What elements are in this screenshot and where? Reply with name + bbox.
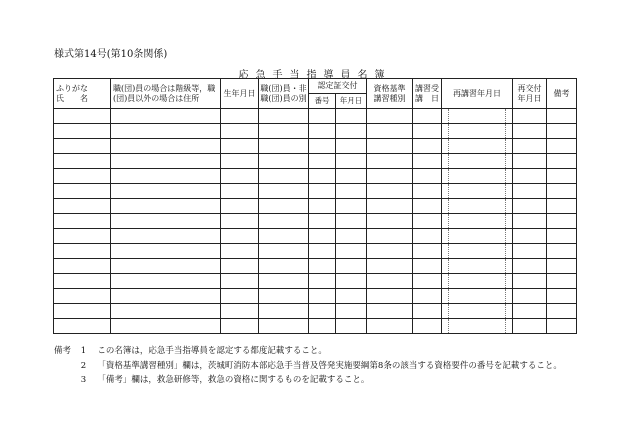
table-cell [221, 229, 259, 244]
form-number: 様式第14号(第10条関係) [54, 49, 168, 60]
table-cell [54, 214, 111, 229]
table-row [54, 214, 577, 229]
table-cell [309, 244, 336, 259]
header-furigana: ふりがな [56, 83, 88, 93]
table-cell [513, 274, 547, 289]
table-cell [54, 259, 111, 274]
table-row [54, 109, 577, 124]
table-cell [367, 289, 413, 304]
table-cell [259, 109, 309, 124]
table-row [54, 139, 577, 154]
table-cell [54, 169, 111, 184]
table-cell [111, 259, 221, 274]
table-cell [513, 184, 547, 199]
table-cell [221, 169, 259, 184]
table-cell [547, 289, 577, 304]
table-cell [442, 184, 513, 199]
table-cell [336, 214, 367, 229]
note-item [54, 359, 562, 374]
table-cell [309, 259, 336, 274]
table-cell [367, 229, 413, 244]
table-cell [309, 109, 336, 124]
table-cell [547, 214, 577, 229]
table-cell [513, 244, 547, 259]
table-cell [442, 169, 513, 184]
table-cell [111, 169, 221, 184]
table-cell [513, 139, 547, 154]
table-cell [367, 184, 413, 199]
table-cell [221, 199, 259, 214]
table-cell [442, 244, 513, 259]
note-text: 「資格基準講習種別」欄は，茨城町消防本部応急手当普及啓発実施要綱第8条の該当する資格要件の番号を記載すること。 [97, 360, 562, 371]
table-cell [442, 289, 513, 304]
table-row [54, 259, 577, 274]
table-row [54, 304, 577, 319]
table-cell [413, 274, 442, 289]
table-cell [547, 274, 577, 289]
table-cell [259, 139, 309, 154]
table-row [54, 244, 577, 259]
table-cell [413, 319, 442, 334]
page-title: 応急手当指導員名簿 [238, 70, 392, 81]
table-cell [442, 229, 513, 244]
header-qualification-line1: 資格基準 [373, 83, 406, 93]
table-cell [442, 199, 513, 214]
table-cell [336, 199, 367, 214]
header-rank-address [111, 79, 221, 109]
table-cell [336, 274, 367, 289]
table-cell [309, 289, 336, 304]
table-cell [221, 184, 259, 199]
table-cell [54, 199, 111, 214]
table-cell [54, 229, 111, 244]
table-cell [309, 184, 336, 199]
table-cell [336, 244, 367, 259]
table-row [54, 319, 577, 334]
table-cell [111, 274, 221, 289]
header-cert-number: 番号 [309, 94, 336, 109]
table-cell [54, 109, 111, 124]
table-cell [309, 229, 336, 244]
table-row [54, 184, 577, 199]
table-cell [259, 274, 309, 289]
header-course-line2: 講 日 [415, 93, 439, 103]
table-cell [111, 244, 221, 259]
table-cell [336, 319, 367, 334]
table-cell [259, 259, 309, 274]
table-cell [513, 304, 547, 319]
table-cell [367, 304, 413, 319]
roster-table [53, 78, 577, 334]
table-cell [336, 154, 367, 169]
table-cell [309, 274, 336, 289]
table-cell [54, 274, 111, 289]
table-cell [547, 184, 577, 199]
table-cell [513, 289, 547, 304]
table-cell [221, 274, 259, 289]
table-cell [513, 154, 547, 169]
table-cell [367, 124, 413, 139]
table-cell [309, 154, 336, 169]
header-qualification [367, 79, 413, 109]
table-cell [336, 259, 367, 274]
table-cell [111, 154, 221, 169]
table-cell [259, 289, 309, 304]
header-cert-date: 年月日 [336, 94, 367, 109]
note-item [54, 373, 562, 388]
table-cell [513, 199, 547, 214]
table-cell [367, 274, 413, 289]
table-cell [547, 319, 577, 334]
table-cell [221, 154, 259, 169]
table-cell [413, 304, 442, 319]
table-cell [442, 139, 513, 154]
note-text: 「備考」欄は，救急研修等，救急の資格に関するものを記載すること。 [97, 375, 370, 385]
table-cell [367, 139, 413, 154]
table-cell [259, 154, 309, 169]
table-cell [111, 199, 221, 214]
table-cell [54, 154, 111, 169]
table-cell [111, 319, 221, 334]
table-cell [442, 124, 513, 139]
table-cell [259, 169, 309, 184]
table-cell [442, 214, 513, 229]
table-cell [111, 304, 221, 319]
note-item [54, 344, 562, 359]
table-cell [367, 259, 413, 274]
table-cell [259, 319, 309, 334]
table-cell [111, 229, 221, 244]
table-cell [221, 289, 259, 304]
table-cell [259, 244, 309, 259]
header-birth-date: 生年月日 [221, 79, 259, 109]
table-cell [413, 199, 442, 214]
header-name-label: 氏 名 [56, 93, 88, 103]
table-cell [513, 319, 547, 334]
table-cell [367, 199, 413, 214]
table-cell [259, 184, 309, 199]
table-cell [54, 319, 111, 334]
table-cell [309, 319, 336, 334]
table-cell [54, 124, 111, 139]
table-cell [111, 139, 221, 154]
header-qualification-line2: 講習種別 [373, 93, 406, 103]
table-cell [513, 229, 547, 244]
header-certificate-group: 認定証交付 [309, 79, 367, 94]
table-row [54, 199, 577, 214]
table-cell [367, 214, 413, 229]
header-name [54, 79, 111, 109]
table-cell [111, 184, 221, 199]
table-cell [442, 154, 513, 169]
header-remarks: 備考 [547, 79, 577, 109]
table-cell [309, 169, 336, 184]
table-cell [221, 139, 259, 154]
table-cell [547, 244, 577, 259]
table-cell [54, 304, 111, 319]
table-cell [259, 199, 309, 214]
table-cell [513, 259, 547, 274]
table-cell [547, 259, 577, 274]
note-number: 1 [80, 346, 87, 356]
table-cell [111, 214, 221, 229]
header-rank-address-line1: 職(団)員の場合は階級等，職 [113, 83, 216, 93]
table-cell [413, 214, 442, 229]
table-cell [547, 169, 577, 184]
note-number: 3 [80, 375, 87, 385]
table-cell [413, 109, 442, 124]
table-cell [221, 214, 259, 229]
table-cell [336, 109, 367, 124]
header-reissue-line2: 年月日 [517, 93, 542, 103]
notes-label: 備考 [54, 346, 72, 356]
table-cell [259, 124, 309, 139]
table-cell [336, 169, 367, 184]
table-row [54, 229, 577, 244]
table-cell [547, 199, 577, 214]
table-cell [513, 169, 547, 184]
table-cell [442, 274, 513, 289]
table-cell [221, 319, 259, 334]
table-cell [413, 289, 442, 304]
table-cell [336, 304, 367, 319]
table-cell [309, 124, 336, 139]
header-course [413, 79, 442, 109]
table-cell [413, 244, 442, 259]
table-cell [54, 289, 111, 304]
table-cell [111, 124, 221, 139]
table-cell [309, 199, 336, 214]
table-cell [367, 244, 413, 259]
table-cell [413, 169, 442, 184]
table-cell [513, 124, 547, 139]
table-cell [54, 139, 111, 154]
table-header [54, 79, 577, 109]
table-cell [413, 259, 442, 274]
table-cell [259, 214, 309, 229]
table-cell [513, 109, 547, 124]
table-cell [442, 319, 513, 334]
notes [54, 344, 562, 388]
table-cell [54, 184, 111, 199]
table-cell [513, 214, 547, 229]
table-row [54, 124, 577, 139]
table-cell [413, 154, 442, 169]
header-reissue [513, 79, 547, 109]
table-cell [413, 124, 442, 139]
table-cell [442, 109, 513, 124]
table-cell [111, 289, 221, 304]
header-course-line1: 講習受 [415, 83, 439, 93]
table-cell [111, 109, 221, 124]
table-cell [309, 214, 336, 229]
table-cell [442, 304, 513, 319]
table-row [54, 289, 577, 304]
header-reissue-line1: 再交付 [517, 83, 542, 93]
table-cell [336, 229, 367, 244]
table-cell [221, 124, 259, 139]
table-cell [442, 259, 513, 274]
note-text: この名簿は，応急手当指導員を認定する都度記載すること。 [97, 346, 327, 356]
table-cell [547, 154, 577, 169]
table-cell [336, 139, 367, 154]
header-member-type-line2: 職(団)員の別 [260, 93, 307, 103]
table-cell [259, 229, 309, 244]
table-cell [547, 139, 577, 154]
table-cell [336, 184, 367, 199]
header-retraining: 再講習年月日 [442, 79, 513, 109]
table-cell [221, 259, 259, 274]
table-cell [336, 124, 367, 139]
table-cell [54, 244, 111, 259]
header-member-type [259, 79, 309, 109]
table-cell [547, 229, 577, 244]
table-cell [221, 244, 259, 259]
table-row [54, 169, 577, 184]
table-cell [547, 304, 577, 319]
table-cell [547, 124, 577, 139]
table-cell [413, 184, 442, 199]
table-cell [309, 304, 336, 319]
table-cell [367, 109, 413, 124]
table-row [54, 274, 577, 289]
table-body [54, 109, 577, 334]
table-cell [413, 229, 442, 244]
header-member-type-line1: 職(団)員・非 [260, 83, 307, 93]
table-cell [367, 319, 413, 334]
table-cell [367, 154, 413, 169]
table-cell [221, 304, 259, 319]
note-number: 2 [80, 360, 87, 371]
table-cell [259, 304, 309, 319]
table-cell [367, 169, 413, 184]
table-cell [309, 139, 336, 154]
table-row [54, 154, 577, 169]
table-cell [221, 109, 259, 124]
table-cell [413, 139, 442, 154]
header-rank-address-line2: (団)員以外の場合は住所 [113, 93, 200, 103]
table-cell [336, 289, 367, 304]
table-cell [547, 109, 577, 124]
